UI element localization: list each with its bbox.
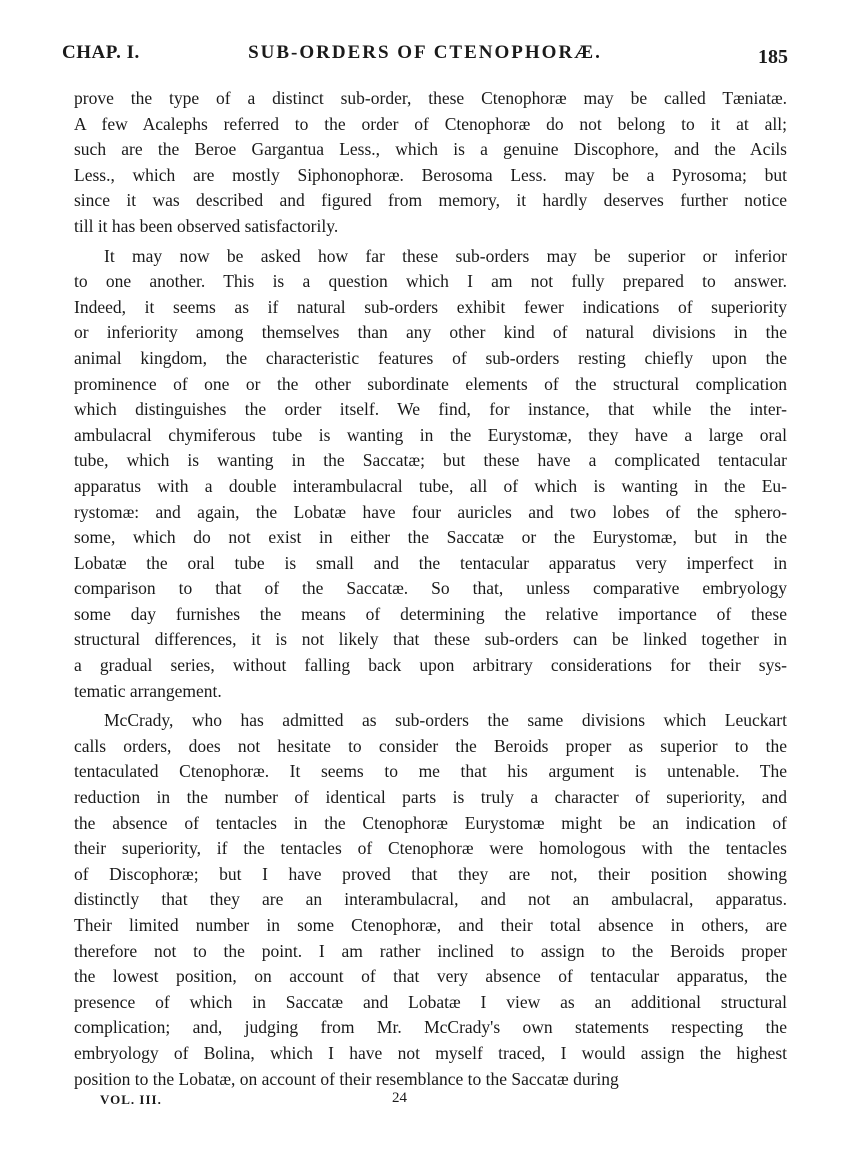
text-line: tentaculated Ctenophoræ. It seems to me that his argument is untenable. The — [74, 761, 787, 782]
text-line: comparison to that of the Saccatæ. So that, unless comparative embryology — [74, 578, 787, 599]
text-line: apparatus with a double interambulacral tube, all of which is wanting in the Eu- — [74, 475, 787, 496]
text-line: reduction in the number of identical parts is truly a character of superiority, and — [74, 787, 787, 808]
text-line: to one another. This is a question which I am not fully prepared to answer. — [74, 271, 787, 292]
text-line: complication; and, judging from Mr. McCrady's own statements respecting the — [74, 1017, 787, 1038]
chapter-label: CHAP. I. — [62, 42, 140, 63]
text-line: some, which do not exist in either the Saccatæ or the Eurystomæ, but in the — [74, 527, 787, 548]
text-line: the lowest position, on account of that very absence of tentacular apparatus, the — [74, 966, 787, 987]
page-number: 185 — [758, 46, 788, 68]
running-title: SUB-ORDERS OF CTENOPHORÆ. — [248, 42, 602, 63]
text-line: such are the Beroe Gargantua Less., which is a genuine Discophore, and the Acils — [74, 139, 787, 160]
text-line: since it was described and figured from memory, it hardly deserves further notice — [74, 190, 787, 211]
text-line: prominence of one or the other subordinate elements of the structural complication — [74, 373, 787, 394]
text-line: therefore not to the point. I am rather inclined to assign to the Beroids proper — [74, 940, 787, 961]
page-footer — [100, 1090, 700, 1114]
text-line: a gradual series, without falling back upon arbitrary considerations for their sys- — [74, 655, 787, 676]
text-line: Their limited number in some Ctenophoræ, and their total absence in others, are — [74, 915, 787, 935]
text-line: It may now be asked how far these sub-orders may be superior or inferior — [104, 245, 787, 266]
text-line: position to the Lobatæ, on account of their resemblance to the Saccatæ during — [74, 1068, 619, 1089]
text-line: distinctly that they are an interambulacral, and not an ambulacral, apparatus. — [74, 889, 787, 910]
text-line: animal kingdom, the characteristic features of sub-orders resting chiefly upon the — [74, 347, 787, 368]
text-line: tematic arrangement. — [74, 680, 222, 701]
text-line: ambulacral chymiferous tube is wanting in the Eurystomæ, they have a large oral — [74, 424, 787, 445]
signature-mark: 24 — [392, 1090, 407, 1106]
text-line: structural differences, it is not likely that these sub-orders can be linked together in — [74, 629, 787, 650]
text-line: presence of which in Saccatæ and Lobatæ I view as an additional structural — [74, 991, 787, 1012]
paragraph — [74, 708, 787, 1092]
text-line: the absence of tentacles in the Ctenophoræ Eurystomæ might be an indication of — [74, 812, 787, 833]
text-line: rystomæ: and again, the Lobatæ have four auricles and two lobes of the sphero- — [74, 501, 787, 522]
text-line: prove the type of a distinct sub-order, these Ctenophoræ may be called Tæniatæ. — [74, 88, 787, 108]
text-line: of Discophoræ; but I have proved that they are not, their position showing — [74, 863, 787, 884]
volume-label: VOL. III. — [100, 1092, 162, 1107]
text-line: Lobatæ the oral tube is small and the tentacular apparatus very imperfect in — [74, 552, 787, 573]
text-line: some day furnishes the means of determining the relative importance of these — [74, 603, 787, 624]
text-line: till it has been observed satisfactorily. — [74, 215, 339, 236]
text-line: their superiority, if the tentacles of Ctenophoræ were homologous with the tentacles — [74, 838, 787, 859]
text-line: Less., which are mostly Siphonophoræ. Berosoma Less. may be a Pyrosoma; but — [74, 164, 787, 185]
text-line: which distinguishes the order itself. We find, for instance, that while the inter- — [74, 399, 787, 420]
body-text — [74, 86, 787, 1096]
text-line: or inferiority among themselves than any other kind of natural divisions in the — [74, 322, 787, 343]
text-line: Indeed, it seems as if natural sub-orders exhibit fewer indications of superiority — [74, 296, 787, 317]
paragraph — [74, 244, 787, 705]
text-line: McCrady, who has admitted as sub-orders the same divisions which Leuckart — [104, 710, 787, 731]
text-line: calls orders, does not hesitate to consider the Beroids proper as superior to the — [74, 735, 787, 756]
text-line: A few Acalephs referred to the order of Ctenophoræ do not belong to it at all; — [74, 113, 787, 134]
text-line: embryology of Bolina, which I have not myself traced, I would assign the highest — [74, 1042, 787, 1063]
running-header — [62, 38, 788, 68]
paragraph — [74, 86, 787, 240]
text-line: tube, which is wanting in the Saccatæ; but these have a complicated tentacular — [74, 450, 787, 471]
